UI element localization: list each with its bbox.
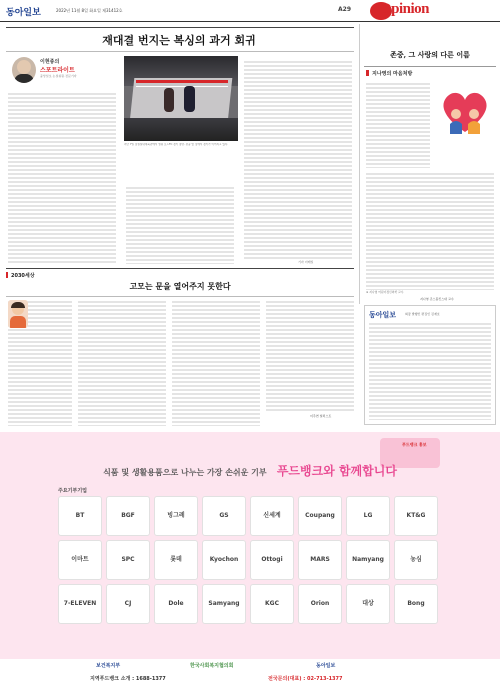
series-marker-icon xyxy=(366,70,369,76)
ad-footer xyxy=(0,659,500,691)
page-number: A29 xyxy=(338,6,351,13)
photo-caption: 지난 7일 잠실실내체육관에서 열린 로드FC 경기 장면. 관중 앞 링에서 경기가 이어지고 있다. xyxy=(124,143,229,146)
right-author-line: 지나영 존스홉킨스대 교수 xyxy=(420,297,454,301)
ad-headline-wrap xyxy=(0,462,500,479)
sponsor-logo: Coupang xyxy=(298,496,342,536)
sponsor-logo: Orion xyxy=(298,584,342,624)
editorial-divider xyxy=(6,27,354,28)
series-title: 지나영의 마음처방 xyxy=(372,71,413,77)
bottom-text-col-2 xyxy=(78,300,166,426)
bottom-rule xyxy=(6,268,354,269)
sponsor-logo: MARS xyxy=(298,540,342,580)
editorial-text-col-3 xyxy=(244,60,352,260)
sponsor-logo: KT&G xyxy=(394,496,438,536)
sponsors-label: 주요기부기업 xyxy=(58,488,87,494)
sponsor-logo: Namyang xyxy=(346,540,390,580)
bottom-text-col-4 xyxy=(266,300,354,412)
ad-main-title: 푸드뱅크와 함께합니다 xyxy=(276,464,397,478)
heart-illustration xyxy=(436,80,494,140)
sponsor-logo: 대상 xyxy=(346,584,390,624)
sponsor-grid xyxy=(58,496,446,624)
bottom-series-label: 2030세상 xyxy=(11,273,35,279)
ad-contact-2: 전국문의(대표) : 02-713-1377 xyxy=(268,676,343,682)
sponsor-logo: Dole xyxy=(154,584,198,624)
sponsor-logo: SPC xyxy=(106,540,150,580)
foodbank-ad xyxy=(0,432,500,691)
column-divider xyxy=(359,24,360,304)
bottom-headline-rule xyxy=(6,296,354,297)
author-email: 기자 이메일 xyxy=(298,260,314,264)
editorial-text-col-2 xyxy=(126,186,234,264)
sponsor-logo: CJ xyxy=(106,584,150,624)
boxing-photo xyxy=(124,56,238,141)
section-title: Opinion xyxy=(380,1,430,17)
sponsor-logo: 농심 xyxy=(394,540,438,580)
ad-badge: 푸드뱅크 홍보 xyxy=(402,442,427,447)
ad-top-line: 식품 및 생활용품으로 나누는 가장 손쉬운 기부 xyxy=(103,468,267,477)
sponsor-logo: 이마트 xyxy=(58,540,102,580)
sponsor-logo: Bong xyxy=(394,584,438,624)
sponsor-logo: 빙그레 xyxy=(154,496,198,536)
paper-name: 동아일보 xyxy=(6,8,41,18)
date-line: 2022년 11월 8일 화요일 제31412호 xyxy=(56,8,123,13)
footer-org-2: 한국사회복지협의회 xyxy=(190,663,234,669)
footer-org-1: 보건복지부 xyxy=(96,663,121,669)
masthead-text xyxy=(369,322,491,420)
page-header xyxy=(0,0,500,22)
sponsor-logo: LG xyxy=(346,496,390,536)
series-label-icon xyxy=(6,272,8,278)
sponsor-logo: BGF xyxy=(106,496,150,536)
headline-rule xyxy=(6,51,354,52)
right-text-top xyxy=(366,82,430,168)
right-author-note: ※ 지나영 어린이정신의학 교수 xyxy=(366,290,404,294)
sponsor-logo: 신세계 xyxy=(250,496,294,536)
bottom-headline: 고모는 문을 열어주지 못한다 xyxy=(129,281,231,291)
masthead-sub: 회장 발행인 편집인 김재호 xyxy=(405,312,440,316)
column-name: 스포트라이트 xyxy=(40,67,75,74)
editorial-headline: 재대결 번지는 복싱의 과거 회귀 xyxy=(102,34,256,47)
sponsor-logo: Kyochon xyxy=(202,540,246,580)
ad-contact: 지역푸드뱅크 소개 : 1688-1377 xyxy=(90,676,166,682)
sponsor-logo: 7-ELEVEN xyxy=(58,584,102,624)
bottom-text-col-3 xyxy=(172,300,260,426)
masthead-name: 동아일보 xyxy=(369,310,397,319)
masthead-box xyxy=(364,305,496,425)
sponsor-logo: BT xyxy=(58,496,102,536)
right-rule xyxy=(364,66,496,67)
columnist-name: 이현종의 xyxy=(40,59,60,65)
columnist-illustration xyxy=(8,300,28,328)
right-text-body xyxy=(366,172,494,290)
columnist-affiliation: 중앙일보 논설위원·전문기자 xyxy=(40,74,77,78)
editorial-text-col-1 xyxy=(8,92,116,264)
sponsor-logo: GS xyxy=(202,496,246,536)
sponsor-logo: Samyang xyxy=(202,584,246,624)
footer-org-3: 동아일보 xyxy=(316,663,336,669)
right-headline: 존중, 그 사랑의 다른 이름 xyxy=(390,50,470,59)
sponsor-logo: KGC xyxy=(250,584,294,624)
sponsor-logo: 롯데 xyxy=(154,540,198,580)
bottom-author: 이주연 일러스트 xyxy=(310,414,332,418)
sponsor-logo: Ottogi xyxy=(250,540,294,580)
columnist-avatar xyxy=(12,57,36,83)
